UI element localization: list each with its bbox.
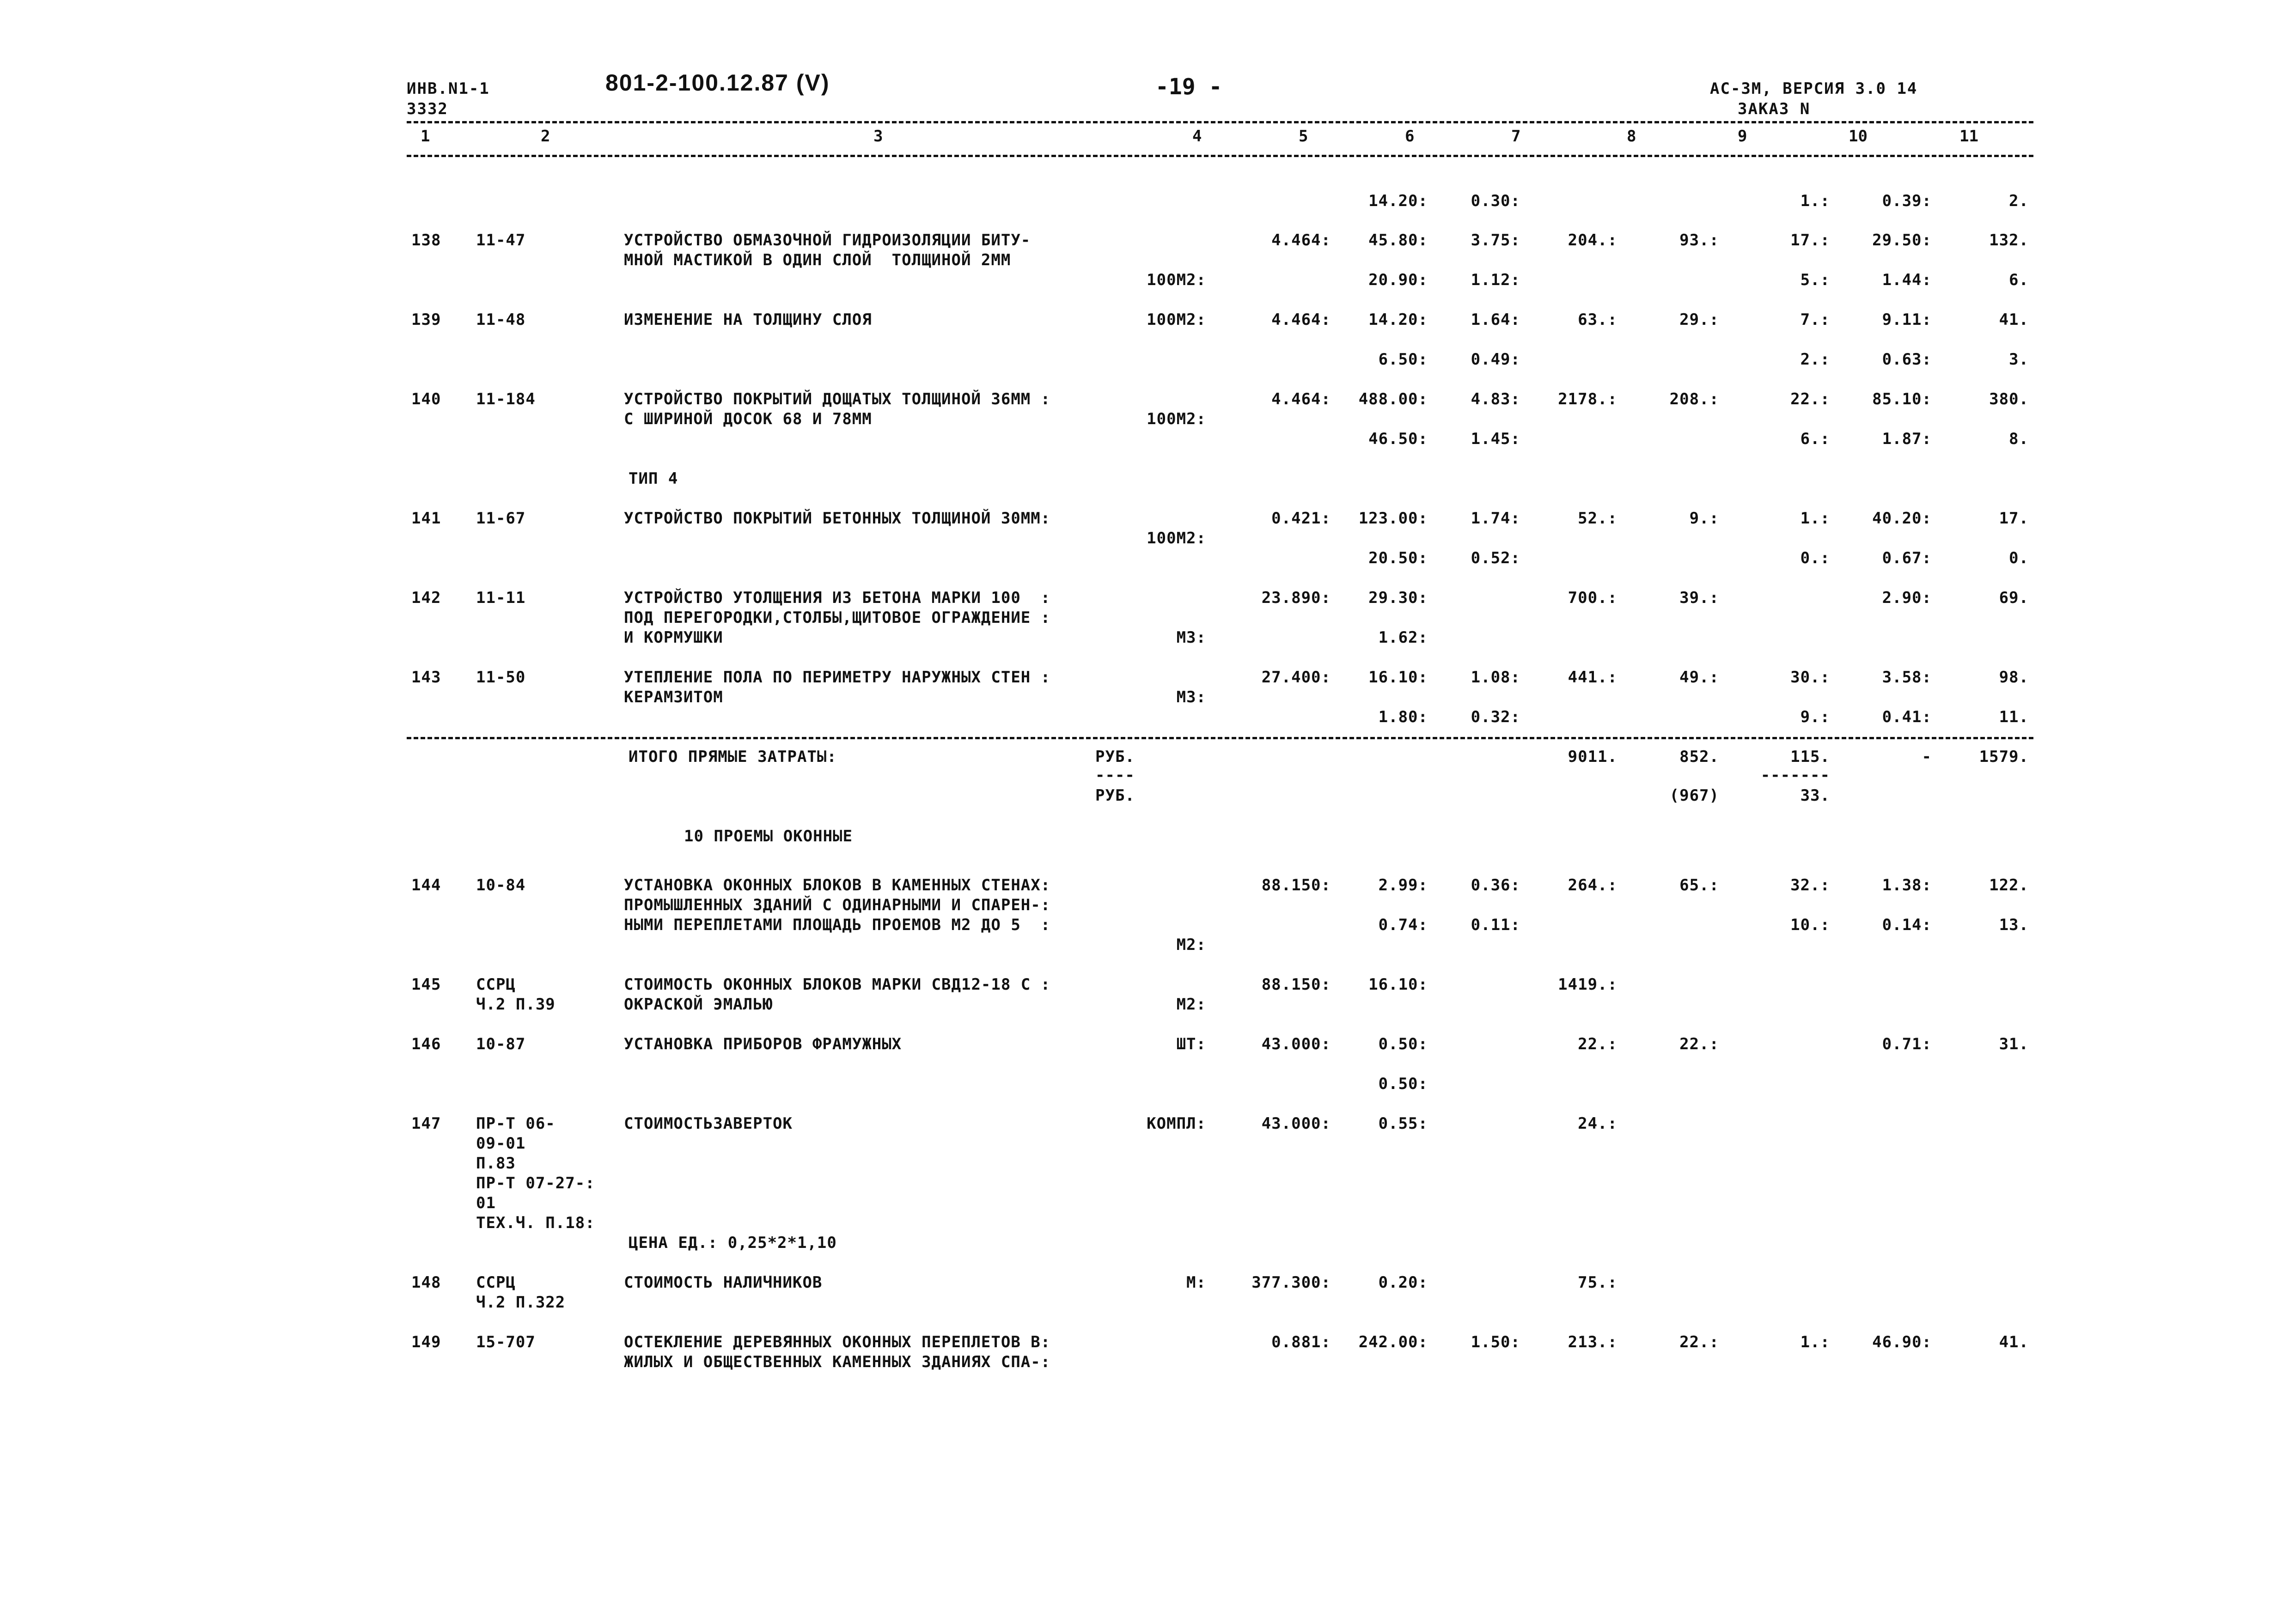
col-5: 5: [1299, 127, 1308, 146]
col-11: 11: [1959, 127, 1978, 146]
cell-col11-sub: 11.: [1999, 708, 2029, 726]
rate-code-detail: П.83: [476, 1154, 516, 1173]
work-description: НЫМИ ПЕРЕПЛЕТАМИ ПЛОЩАДЬ ПРОЕМОВ М2 ДО 5 :: [624, 916, 1051, 934]
work-description: И КОРМУШКИ: [624, 628, 723, 647]
cell-col6: 0.36:: [1471, 876, 1520, 894]
col-6: 6: [1405, 127, 1415, 146]
cell-col10: 0.71:: [1882, 1035, 1932, 1053]
section-heading: 10 ПРОЕМЫ ОКОННЫЕ: [684, 827, 853, 845]
document-code: 801-2-100.12.87 (V): [605, 70, 830, 96]
cell-col7: 52.:: [1578, 509, 1617, 528]
rate-code-detail: ПР-Т 07-27-:: [476, 1174, 595, 1192]
totals-col8: 852.: [1679, 748, 1719, 766]
cell-col5-sub: 6.50:: [1378, 350, 1428, 369]
cell-col8: 22.:: [1679, 1333, 1719, 1351]
inventory-block: [407, 79, 490, 119]
cell-col7: 63.:: [1578, 310, 1617, 329]
quantity: 4.464:: [1271, 310, 1331, 329]
col-9: 9: [1738, 127, 1747, 146]
cell-col6-sub: 0.32:: [1471, 708, 1520, 726]
cell-col7: 204.:: [1568, 231, 1617, 249]
cell-col5: 242.00:: [1358, 1333, 1428, 1351]
work-description: СТОИМОСТЬЗАВЕРТОК: [624, 1114, 793, 1133]
row-number: 144: [411, 876, 441, 894]
cell-col6: 4.83:: [1471, 390, 1520, 408]
quantity: 88.150:: [1261, 876, 1331, 894]
header-rule-top: [407, 121, 2033, 123]
row-number: 140: [411, 390, 441, 408]
rate-code: 11-50: [476, 668, 526, 687]
row-number: 149: [411, 1333, 441, 1351]
system-block: [1710, 79, 1917, 119]
cell-col6: 0.30:: [1471, 192, 1520, 210]
cell-col11: 122.: [1989, 876, 2029, 894]
cell-col5: 0.50:: [1378, 1035, 1428, 1053]
cell-col11: 132.: [1989, 231, 2029, 249]
rate-code: ПР-Т 06-: [476, 1114, 555, 1133]
unit: 100М2:: [1147, 271, 1206, 289]
cell-col6: 1.08:: [1471, 668, 1520, 687]
row-number: 139: [411, 310, 441, 329]
cell-col6-sub: 0.52:: [1471, 549, 1520, 567]
order-label: ЗАКАЗ N: [1738, 100, 1811, 118]
quantity: 88.150:: [1261, 975, 1331, 994]
totals-col11: 1579.: [1979, 748, 2029, 766]
cell-col11: 41.: [1999, 310, 2029, 329]
work-description: УСТАНОВКА ПРИБОРОВ ФРАМУЖНЫХ: [624, 1035, 902, 1053]
cell-col11-sub: 3.: [2009, 350, 2029, 369]
totals-col7: 9011.: [1568, 748, 1617, 766]
cell-col5: 16.10:: [1368, 975, 1428, 994]
work-description: ПОД ПЕРЕГОРОДКИ,СТОЛБЫ,ЩИТОВОЕ ОГРАЖДЕНИЕ :: [624, 608, 1051, 627]
cell-col10-sub: 1.44:: [1882, 271, 1932, 289]
work-description: КЕРАМЗИТОМ: [624, 688, 723, 706]
cell-col9: 1.:: [1800, 1333, 1830, 1351]
cell-col8: 39.:: [1679, 589, 1719, 607]
totals-col8-2: (967): [1669, 786, 1719, 805]
col-10: 10: [1849, 127, 1868, 146]
cell-col8: 93.:: [1679, 231, 1719, 249]
unit: М2:: [1176, 936, 1206, 954]
cell-col9: 17.:: [1790, 231, 1830, 249]
cell-col11: 69.: [1999, 589, 2029, 607]
row-number: 143: [411, 668, 441, 687]
quantity: 27.400:: [1261, 668, 1331, 687]
cell-col5-sub: 1.80:: [1378, 708, 1428, 726]
work-description: УСТАНОВКА ОКОННЫХ БЛОКОВ В КАМЕННЫХ СТЕНАХ:: [624, 876, 1051, 894]
rate-code: 10-84: [476, 876, 526, 894]
cell-col10: 3.58:: [1882, 668, 1932, 687]
unit: 100М2:: [1147, 410, 1206, 428]
rate-code: 11-47: [476, 231, 526, 249]
system-version: АС-3М, ВЕРСИЯ 3.0 14: [1710, 79, 1918, 98]
quantity: 43.000:: [1261, 1035, 1331, 1053]
rate-code: 11-184: [476, 390, 536, 408]
quantity: 0.881:: [1271, 1333, 1331, 1351]
cell-col10-sub: 0.14:: [1882, 916, 1932, 934]
type-heading: ТИП 4: [629, 469, 678, 488]
cell-col8: 9.:: [1689, 509, 1719, 528]
cell-col11-sub: 6.: [2009, 271, 2029, 289]
work-description: ПРОМЫШЛЕННЫХ ЗДАНИЙ С ОДИНАРНЫМИ И СПАРЕН-:: [624, 896, 1051, 914]
work-description: МНОЙ МАСТИКОЙ В ОДИН СЛОЙ ТОЛЩИНОЙ 2ММ: [624, 251, 1011, 269]
totals-unit-2: РУБ.: [1095, 786, 1135, 805]
cell-col8: 29.:: [1679, 310, 1719, 329]
cell-col6-sub: 1.12:: [1471, 271, 1520, 289]
col-2: 2: [541, 127, 550, 146]
totals-unit: РУБ.: [1095, 748, 1135, 766]
cell-col11: 380.: [1989, 390, 2029, 408]
row-number: 145: [411, 975, 441, 994]
cell-col9: 22.:: [1790, 390, 1830, 408]
cell-col9: 30.:: [1790, 668, 1830, 687]
cell-col9-sub: 0.:: [1800, 549, 1830, 567]
work-description: СТОИМОСТЬ ОКОННЫХ БЛОКОВ МАРКИ СВД12-18 С :: [624, 975, 1051, 994]
col-3: 3: [873, 127, 883, 146]
cell-col5: 45.80:: [1368, 231, 1428, 249]
row-number: 146: [411, 1035, 441, 1053]
rate-code: ССРЦ: [476, 975, 516, 994]
totals-col10: -: [1922, 748, 1932, 766]
row-number: 147: [411, 1114, 441, 1133]
unit-price-note: ЦЕНА ЕД.: 0,25*2*1,10: [629, 1234, 837, 1252]
cell-col11: 2.: [2009, 192, 2029, 210]
cell-col7: 264.:: [1568, 876, 1617, 894]
cell-col10: 85.10:: [1872, 390, 1932, 408]
rate-code: 11-48: [476, 310, 526, 329]
cell-col10-sub: 0.63:: [1882, 350, 1932, 369]
cell-col11-sub: 0.: [2009, 549, 2029, 567]
header-rule-bottom: [407, 155, 2033, 157]
quantity: 23.890:: [1261, 589, 1331, 607]
cell-col6: 3.75:: [1471, 231, 1520, 249]
cell-col11-sub: 13.: [1999, 916, 2029, 934]
work-description: УСТРОЙСТВО ПОКРЫТИЙ БЕТОННЫХ ТОЛЩИНОЙ 30ММ:: [624, 509, 1051, 528]
cell-col11: 17.: [1999, 509, 2029, 528]
cell-col7: 441.:: [1568, 668, 1617, 687]
cell-col6-sub: 1.45:: [1471, 430, 1520, 448]
totals-col9-dash: -------: [1760, 766, 1830, 785]
rate-code-detail: Ч.2 П.39: [476, 995, 555, 1014]
cell-col5: 0.20:: [1378, 1273, 1428, 1292]
row-number: 141: [411, 509, 441, 528]
col-7: 7: [1511, 127, 1521, 146]
cell-col5-sub: 20.50:: [1368, 549, 1428, 567]
inventory-label: ИНВ.N1-1: [407, 79, 490, 98]
work-description: С ШИРИНОЙ ДОСОК 68 И 78ММ: [624, 410, 872, 428]
work-description: УСТРОЙСТВО УТОЛЩЕНИЯ ИЗ БЕТОНА МАРКИ 100 :: [624, 589, 1051, 607]
cell-col8: 208.:: [1669, 390, 1719, 408]
cell-col5-sub: 46.50:: [1368, 430, 1428, 448]
page-number: -19 -: [1155, 74, 1222, 100]
cell-col7: 22.:: [1578, 1035, 1617, 1053]
cell-col8: 65.:: [1679, 876, 1719, 894]
row-number: 148: [411, 1273, 441, 1292]
unit: М:: [1186, 1273, 1206, 1292]
cell-col10: 9.11:: [1882, 310, 1932, 329]
cell-col9: 32.:: [1790, 876, 1830, 894]
cell-col9-sub: 5.:: [1800, 271, 1830, 289]
col-1: 1: [421, 127, 430, 146]
cell-col8: 49.:: [1679, 668, 1719, 687]
cell-col11: 31.: [1999, 1035, 2029, 1053]
cell-col7: 700.:: [1568, 589, 1617, 607]
rate-code: 15-707: [476, 1333, 536, 1351]
row-number: 138: [411, 231, 441, 249]
cell-col10: 40.20:: [1872, 509, 1932, 528]
cell-col5: 0.55:: [1378, 1114, 1428, 1133]
cell-col5: 14.20:: [1368, 192, 1428, 210]
cell-col9-sub: 6.:: [1800, 430, 1830, 448]
inventory-number: 3332: [407, 100, 448, 118]
work-description: ЖИЛЫХ И ОБЩЕСТВЕННЫХ КАМЕННЫХ ЗДАНИЯХ СПА-:: [624, 1353, 1051, 1371]
unit: 100М2:: [1147, 529, 1206, 547]
cell-col5: 16.10:: [1368, 668, 1428, 687]
quantity: 0.421:: [1271, 509, 1331, 528]
cell-col7: 24.:: [1578, 1114, 1617, 1133]
cell-col5: 29.30:: [1368, 589, 1428, 607]
cell-col9-sub: 2.:: [1800, 350, 1830, 369]
cell-col6: 1.50:: [1471, 1333, 1520, 1351]
cell-col10: 46.90:: [1872, 1333, 1932, 1351]
row-number: 142: [411, 589, 441, 607]
unit: ШТ:: [1176, 1035, 1206, 1053]
quantity: 4.464:: [1271, 231, 1331, 249]
cell-col6: 1.64:: [1471, 310, 1520, 329]
cell-col9: 1.:: [1800, 192, 1830, 210]
work-description: ИЗМЕНЕНИЕ НА ТОЛЩИНУ СЛОЯ: [624, 310, 872, 329]
work-description: ОКРАСКОЙ ЭМАЛЬЮ: [624, 995, 773, 1014]
totals-rule: [407, 737, 2033, 739]
rate-code: 11-11: [476, 589, 526, 607]
cell-col10: 0.39:: [1882, 192, 1932, 210]
cell-col5-sub: 1.62:: [1378, 628, 1428, 647]
totals-col9-2: 33.: [1800, 786, 1830, 805]
cell-col9-sub: 10.:: [1790, 916, 1830, 934]
rate-code-detail: Ч.2 П.322: [476, 1293, 566, 1312]
cell-col7: 1419.:: [1558, 975, 1617, 994]
cell-col6-sub: 0.49:: [1471, 350, 1520, 369]
unit: М2:: [1176, 995, 1206, 1014]
rate-code-detail: ТЕХ.Ч. П.18:: [476, 1214, 595, 1232]
cell-col5: 2.99:: [1378, 876, 1428, 894]
col-4: 4: [1192, 127, 1202, 146]
totals-label: ИТОГО ПРЯМЫЕ ЗАТРАТЫ:: [629, 748, 837, 766]
work-description: ОСТЕКЛЕНИЕ ДЕРЕВЯННЫХ ОКОННЫХ ПЕРЕПЛЕТОВ В:: [624, 1333, 1051, 1351]
cell-col5: 14.20:: [1368, 310, 1428, 329]
cell-col9-sub: 9.:: [1800, 708, 1830, 726]
unit: М3:: [1176, 688, 1206, 706]
column-number-row: [407, 127, 2033, 150]
cell-col5-sub: 0.50:: [1378, 1075, 1428, 1093]
cell-col7: 75.:: [1578, 1273, 1617, 1292]
cell-col10-sub: 0.67:: [1882, 549, 1932, 567]
quantity: 43.000:: [1261, 1114, 1331, 1133]
cell-col6-sub: 0.11:: [1471, 916, 1520, 934]
rate-code-detail: 01: [476, 1194, 496, 1212]
unit: 100М2:: [1147, 310, 1206, 329]
rate-code: 10-87: [476, 1035, 526, 1053]
rate-code: 11-67: [476, 509, 526, 528]
cell-col9: 1.:: [1800, 509, 1830, 528]
work-description: УТЕПЛЕНИЕ ПОЛА ПО ПЕРИМЕТРУ НАРУЖНЫХ СТЕН :: [624, 668, 1051, 687]
unit: М3:: [1176, 628, 1206, 647]
cell-col10: 29.50:: [1872, 231, 1932, 249]
col-8: 8: [1627, 127, 1636, 146]
unit: КОМПЛ:: [1147, 1114, 1206, 1133]
cell-col5: 123.00:: [1358, 509, 1428, 528]
cell-col8: 22.:: [1679, 1035, 1719, 1053]
rate-code-detail: 09-01: [476, 1134, 526, 1153]
rate-code: ССРЦ: [476, 1273, 516, 1292]
cell-col5: 488.00:: [1358, 390, 1428, 408]
cell-col7: 213.:: [1568, 1333, 1617, 1351]
cell-col10: 1.38:: [1882, 876, 1932, 894]
totals-col9: 115.: [1790, 748, 1830, 766]
work-description: СТОИМОСТЬ НАЛИЧНИКОВ: [624, 1273, 823, 1292]
work-description: УСТРОЙСТВО ПОКРЫТИЙ ДОЩАТЫХ ТОЛЩИНОЙ 36ММ :: [624, 390, 1051, 408]
cell-col5-sub: 0.74:: [1378, 916, 1428, 934]
quantity: 377.300:: [1251, 1273, 1331, 1292]
quantity: 4.464:: [1271, 390, 1331, 408]
cell-col10-sub: 0.41:: [1882, 708, 1932, 726]
cell-col10: 2.90:: [1882, 589, 1932, 607]
cell-col5-sub: 20.90:: [1368, 271, 1428, 289]
cell-col6: 1.74:: [1471, 509, 1520, 528]
cell-col9: 7.:: [1800, 310, 1830, 329]
cell-col11: 98.: [1999, 668, 2029, 687]
cell-col11-sub: 8.: [2009, 430, 2029, 448]
totals-unit-dash: ----: [1095, 766, 1135, 785]
cell-col11: 41.: [1999, 1333, 2029, 1351]
cell-col7: 2178.:: [1558, 390, 1617, 408]
cell-col10-sub: 1.87:: [1882, 430, 1932, 448]
work-description: УСТРОЙСТВО ОБМАЗОЧНОЙ ГИДРОИЗОЛЯЦИИ БИТУ-: [624, 231, 1031, 249]
